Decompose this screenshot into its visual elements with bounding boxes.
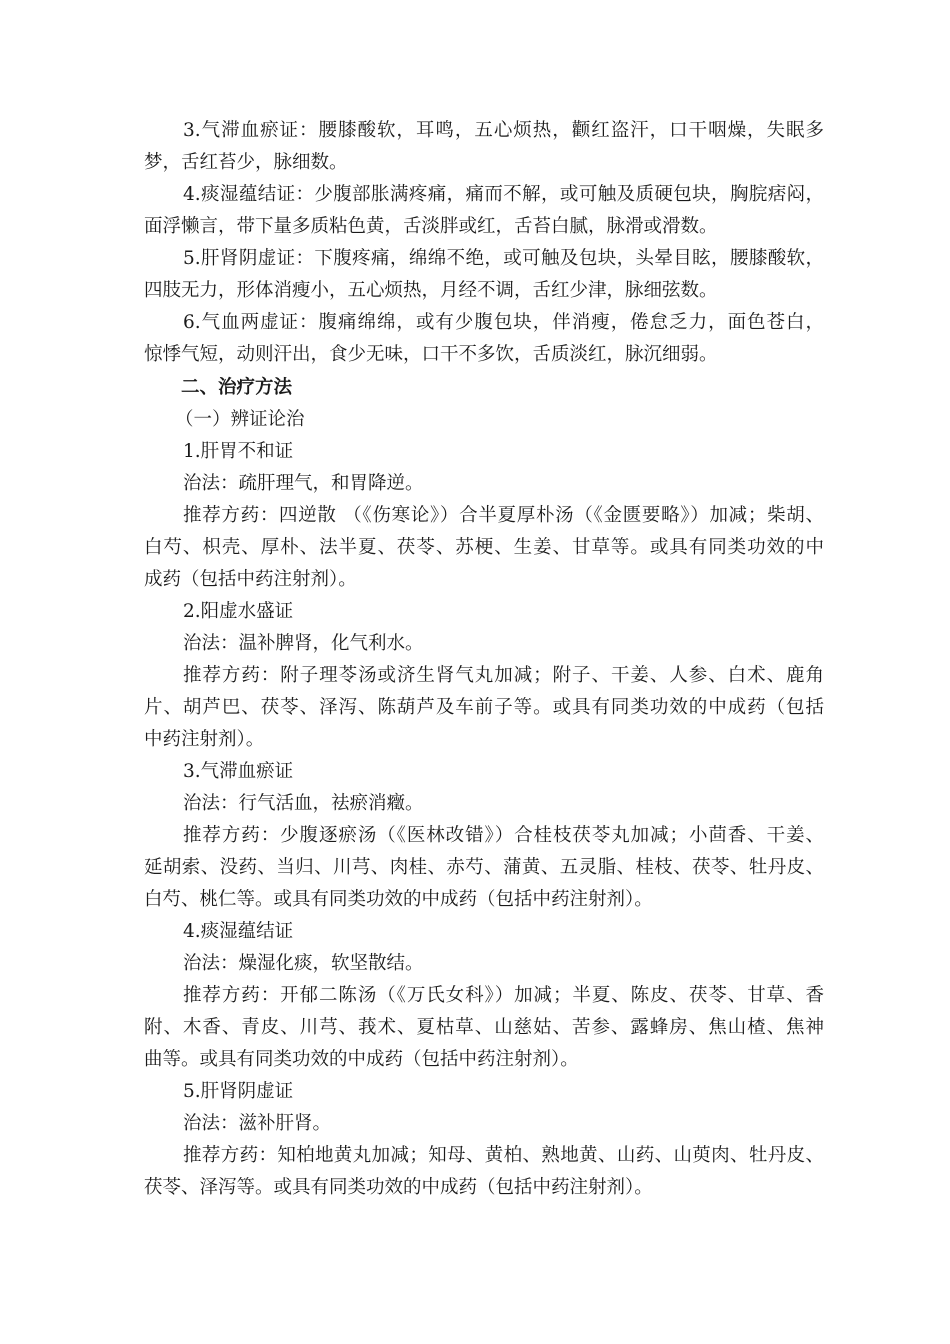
treatment-3-method: 治法：行气活血，祛瘀消癥。 xyxy=(183,793,424,814)
syndrome-4-line-1: 4.痰湿蕴结证：少腹部胀满疼痛，痛而不解，或可触及质硬包块，胸脘痞闷， xyxy=(183,184,824,205)
treatment-3-prescription-line-2: 延胡索、没药、当归、川芎、肉桂、赤芍、蒲黄、五灵脂、桂枝、茯苓、牡丹皮、 xyxy=(144,857,824,878)
subsection-heading: （一）辨证论治 xyxy=(175,409,305,430)
treatment-3-prescription-line-1: 推荐方药：少腹逐瘀汤（《医林改错》）合桂枝茯苓丸加减；小茴香、干姜、 xyxy=(183,825,824,846)
treatment-2-prescription-line-1: 推荐方药：附子理苓汤或济生肾气丸加减；附子、干姜、人参、白术、鹿角 xyxy=(183,665,824,686)
syndrome-4-line-2: 面浮懒言，带下量多质粘色黄，舌淡胖或红，舌苔白腻，脉滑或滑数。 xyxy=(144,216,718,237)
syndrome-3-line-1: 3.气滞血瘀证：腰膝酸软，耳鸣，五心烦热，颧红盗汗，口干咽燥，失眠多 xyxy=(183,120,824,141)
syndrome-5-line-2: 四肢无力，形体消瘦小，五心烦热，月经不调，舌红少津，脉细弦数。 xyxy=(144,280,718,301)
syndrome-6-line-1: 6.气血两虚证：腹痛绵绵，或有少腹包块，伴消瘦，倦怠乏力，面色苍白， xyxy=(183,312,824,333)
section-heading: 二、治疗方法 xyxy=(181,377,293,398)
treatment-3-prescription-line-3: 白芍、桃仁等。或具有同类功效的中成药（包括中药注射剂）。 xyxy=(144,889,653,910)
treatment-4-prescription-line-3: 曲等。或具有同类功效的中成药（包括中药注射剂）。 xyxy=(144,1049,579,1070)
treatment-4-method: 治法：燥湿化痰，软坚散结。 xyxy=(183,953,424,974)
treatment-1-title: 1.肝胃不和证 xyxy=(183,441,294,462)
treatment-2-prescription-line-3: 中药注射剂）。 xyxy=(144,729,265,750)
treatment-4-title: 4.痰湿蕴结证 xyxy=(183,921,294,942)
syndrome-6-line-2: 惊悸气短，动则汗出，食少无味，口干不多饮，舌质淡红，脉沉细弱。 xyxy=(144,344,718,365)
treatment-5-prescription-line-1: 推荐方药：知柏地黄丸加减；知母、黄柏、熟地黄、山药、山萸肉、牡丹皮、 xyxy=(183,1145,824,1166)
treatment-1-method: 治法：疏肝理气，和胃降逆。 xyxy=(183,473,424,494)
treatment-5-method: 治法：滋补肝肾。 xyxy=(183,1113,332,1134)
treatment-3-title: 3.气滞血瘀证 xyxy=(183,761,294,782)
treatment-5-prescription-line-2: 茯苓、泽泻等。或具有同类功效的中成药（包括中药注射剂）。 xyxy=(144,1177,653,1198)
syndrome-3-line-2: 梦，舌红苔少，脉细数。 xyxy=(144,152,348,173)
treatment-5-title: 5.肝肾阴虚证 xyxy=(183,1081,294,1102)
treatment-1-prescription-line-2: 白芍、枳壳、厚朴、法半夏、茯苓、苏梗、生姜、甘草等。或具有同类功效的中 xyxy=(144,537,824,558)
treatment-2-title: 2.阳虚水盛证 xyxy=(183,601,294,622)
treatment-4-prescription-line-2: 附、木香、青皮、川芎、莪术、夏枯草、山慈姑、苦参、露蜂房、焦山楂、焦神 xyxy=(144,1017,824,1038)
treatment-2-method: 治法：温补脾肾，化气利水。 xyxy=(183,633,424,654)
treatment-2-prescription-line-2: 片、胡芦巴、茯苓、泽泻、陈葫芦及车前子等。或具有同类功效的中成药（包括 xyxy=(144,697,824,718)
treatment-1-prescription-line-3: 成药（包括中药注射剂）。 xyxy=(144,569,357,590)
treatment-4-prescription-line-1: 推荐方药：开郁二陈汤（《万氏女科》）加减；半夏、陈皮、茯苓、甘草、香 xyxy=(183,985,824,1006)
treatment-1-prescription-line-1: 推荐方药：四逆散 （《伤寒论》）合半夏厚朴汤（《金匮要略》）加减；柴胡、 xyxy=(183,505,824,526)
syndrome-5-line-1: 5.肝肾阴虚证：下腹疼痛，绵绵不绝，或可触及包块，头晕目眩，腰膝酸软， xyxy=(183,248,824,269)
